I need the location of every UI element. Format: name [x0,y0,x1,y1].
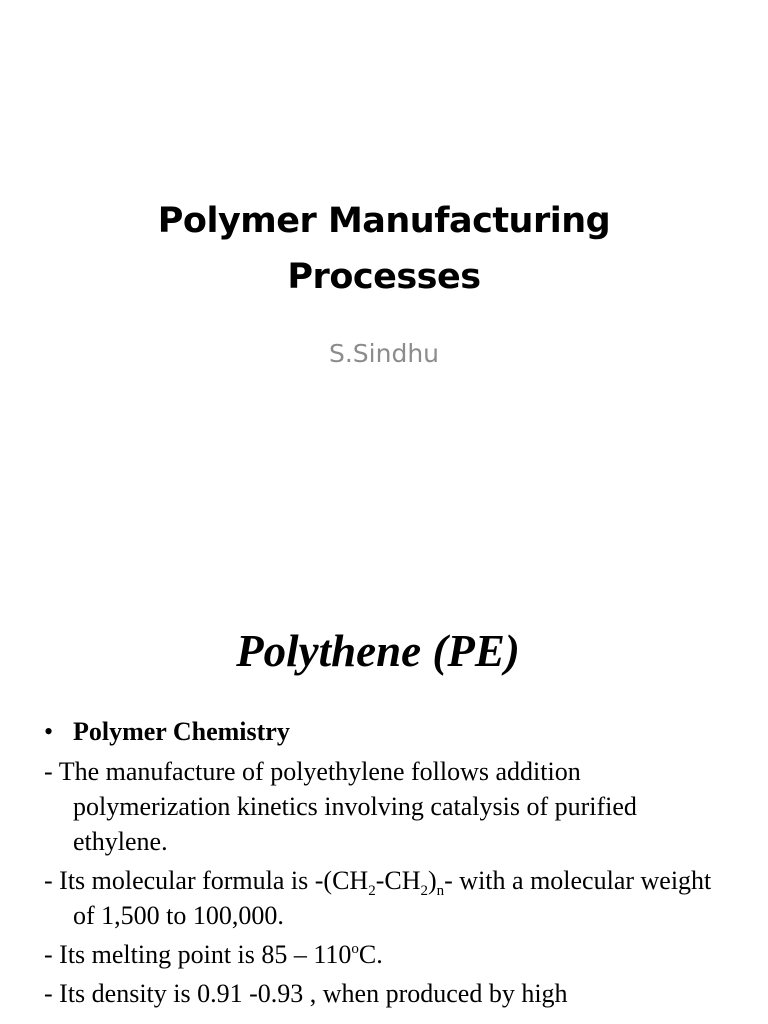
formula-text-mid: -CH [375,866,421,895]
melting-text-before: - Its melting point is 85 – 110 [44,940,352,969]
formula-text-close: ) [427,866,437,895]
subscript-2b: 2 [420,883,428,899]
slide-title: Polythene (PE) [236,626,520,676]
degree-superscript: o [351,941,359,957]
bullet-icon: • [44,717,54,746]
melting-text-after: C. [358,940,383,969]
formula-text-before: - Its molecular formula is -(CH [44,866,369,895]
title-line-2: Processes [287,257,481,297]
bullet-heading: Polymer Chemistry [73,717,290,746]
author-name: S.Sindhu [328,339,440,368]
paragraph-density: - Its density is 0.91 -0.93 , when produced by high [44,979,568,1008]
content-slide [0,576,768,1024]
paragraph-manufacture: - The manufacture of polyethylene follows addition polymerization kinetics involving catalysis of purified ethylene. [44,757,637,856]
subscript-2a: 2 [368,883,376,899]
presentation-title [0,193,768,305]
slide-body [44,712,734,1011]
paragraph-molecular-formula [44,863,734,933]
bullet-item [44,712,734,752]
subscript-n: n [436,883,445,899]
title-line-1: Polymer Manufacturing [157,201,611,241]
paragraph-melting-point [44,937,734,972]
formula-text-after: - with a molecular weight of 1,500 to 100,000. [73,866,712,930]
